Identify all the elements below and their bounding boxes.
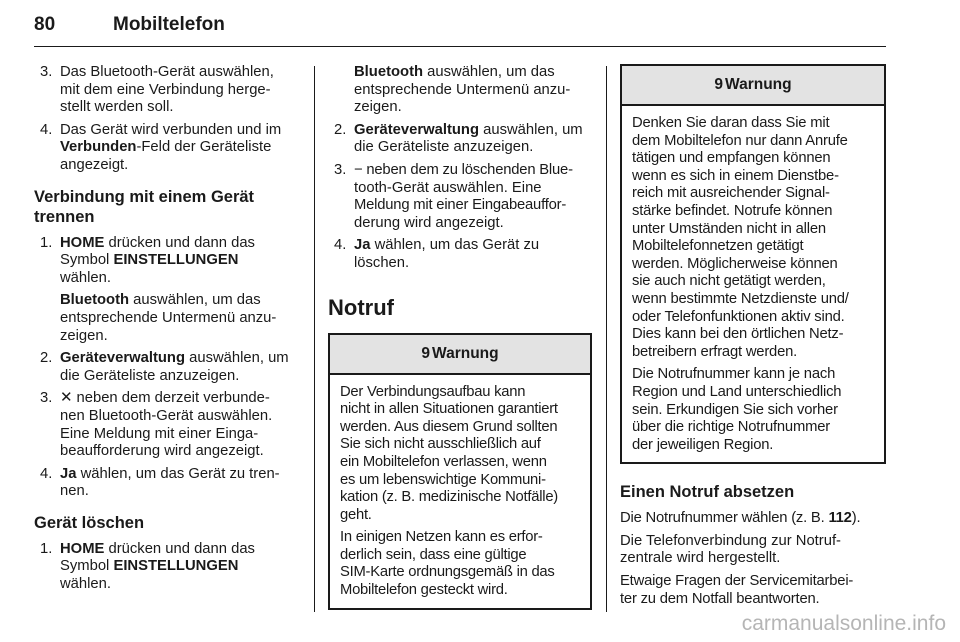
- close-icon: ✕: [60, 390, 73, 407]
- list-item: 1. HOME drücken und dann das Symbol EINSTELLUNGEN wählen. Bluetooth auswählen, um das entsprechende Untermenü anzu- zeigen.: [40, 234, 277, 344]
- list-item: 4. Das Gerät wird verbunden und im Verbunden-Feld der Geräteliste angezeigt.: [40, 121, 282, 173]
- section-heading: Einen Notruf absetzen: [620, 483, 795, 502]
- column-divider-1: [314, 66, 315, 612]
- list-item: 3. ✕ neben dem derzeit verbunde- nen Bluetooth-Gerät auswählen. Eine Meldung mit einer Einga- beaufforderung wird angezeigt.: [40, 390, 273, 460]
- page-number: 80: [34, 14, 56, 35]
- page-title: Mobiltelefon: [113, 14, 225, 35]
- list-item: 2. Geräteverwaltung auswählen, um die Geräteliste anzuzeigen.: [40, 350, 289, 384]
- list-item: 3. − neben dem zu löschenden Blue- tooth-Gerät auswählen. Eine Meldung mit einer Eingabeauffor- derung wird angezeigt.: [334, 161, 573, 231]
- warning-paragraph: In einigen Netzen kann es erfor- derlich sein, dass eine gültige SIM-Karte ordnungsgemäß in das Mobiltelefon gesteckt wird.: [340, 529, 555, 599]
- list-item: 3. Das Bluetooth-Gerät auswählen, mit dem eine Verbindung herge- stellt werden soll.: [40, 64, 274, 116]
- warning-header: 9 Warnung: [622, 66, 884, 106]
- list-item: 1. HOME drücken und dann das Symbol EINSTELLUNGEN wählen.: [40, 540, 255, 593]
- section-heading: Gerät löschen: [34, 513, 145, 532]
- section-heading: Notruf: [328, 294, 394, 320]
- list-item: 4. Ja wählen, um das Gerät zu löschen.: [334, 237, 540, 271]
- watermark: carmanualsonline.info: [741, 612, 946, 635]
- warning-box: [620, 64, 886, 464]
- section-heading: Verbindung mit einem Gerät trennen: [34, 187, 255, 226]
- list-item-continued: Bluetooth auswählen, um das entsprechende Untermenü anzu- zeigen.: [354, 64, 571, 116]
- warning-paragraph: Die Notrufnummer kann je nach Region und Land unterschiedlich sein. Erkundigen Sie sich vorher über die richtige Notrufnummer der jeweiligen Region.: [632, 366, 842, 453]
- warning-box: [328, 333, 592, 610]
- body-paragraph: Die Telefonverbindung zur Notruf- zentrale wird hergestellt.: [620, 532, 841, 567]
- warning-paragraph: Denken Sie daran dass Sie mit dem Mobiltelefon nur dann Anrufe tätigen und empfangen können wenn es sich in einem Dienstbe- reich mit ausreichender Signal- stärke befindet. Notrufe können unter Umständen nicht in allen Mobiltelefonnetzen getätigt werden. Möglicherweise können sie auch nicht getätigt werden, wenn bestimmte Netzdienste und/ oder Telefonfunktionen aktiv sind. Dies kann bei den örtlichen Netz- betreibern erfragt werden.: [632, 115, 849, 360]
- minus-icon: −: [354, 161, 363, 178]
- warning-icon: 9: [714, 76, 724, 93]
- warning-header: 9 Warnung: [330, 335, 590, 375]
- warning-paragraph: Der Verbindungsaufbau kann nicht in allen Situationen garantiert werden. Aus diesem Grund sollten Sie sich nicht ausschließlich auf ein Mobiltelefon verlassen, wenn es um lebenswichtige Kommuni- kation (z. B. medizinische Notfälle) geht.: [340, 383, 558, 523]
- list-item: 4. Ja wählen, um das Gerät zu tren- nen.: [40, 465, 280, 500]
- list-item: 2. Geräteverwaltung auswählen, um die Geräteliste anzuzeigen.: [334, 121, 583, 156]
- body-paragraph: Die Notrufnummer wählen (z. B. 112).: [620, 510, 861, 527]
- column-3: [620, 64, 886, 613]
- column-2: [328, 64, 592, 610]
- page-header: [34, 14, 886, 48]
- warning-icon: 9: [421, 344, 431, 362]
- body-paragraph: Etwaige Fragen der Servicemitarbei- ter zu dem Notfall beantworten.: [620, 573, 854, 607]
- header-rule: [34, 46, 886, 47]
- column-1: [34, 64, 302, 599]
- column-divider-2: [606, 66, 607, 612]
